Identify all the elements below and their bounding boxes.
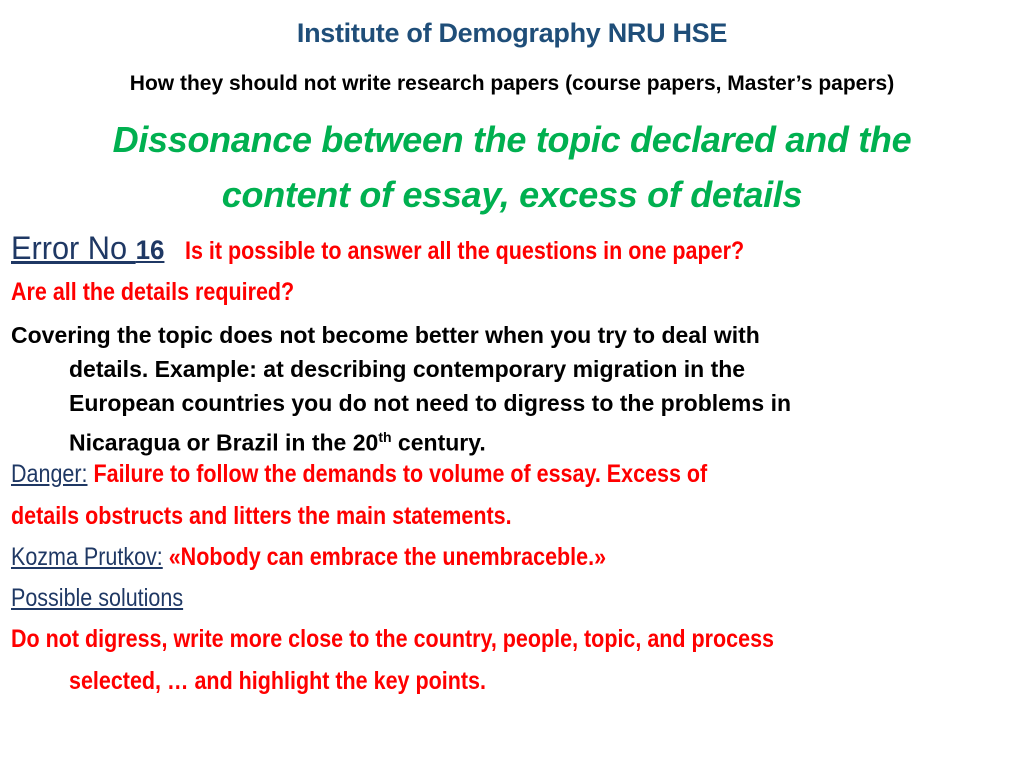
body-line [11,352,1016,386]
solutions-label: Possible solutions [11,583,184,612]
danger-row [11,459,1016,504]
error-heading [11,232,164,264]
body-text: Covering the topic does not become better when you try to deal with [11,322,760,348]
institute-title: Institute of Demography NRU HSE [296,18,728,48]
headline-line-1: Dissonance between the topic declared and the [112,119,912,160]
quote [11,542,607,571]
error-number: 16 [135,235,165,265]
slide-headline [0,112,1024,222]
body-text: Nicaragua or Brazil in the 20 [69,429,379,456]
danger-text: Failure to follow the demands to volume of essay. Excess of [87,459,708,488]
error-question: Is it possible to answer all the questions in one paper? [185,237,745,265]
error-row [11,232,1016,280]
body-text: European countries you do not need to digress to the problems in [69,390,792,416]
solution-text: Do not digress, write more close to the country, people, topic, and process [11,624,774,653]
solutions-row [11,583,1016,627]
body-text: century. [391,429,486,456]
slide-subtitle: How they should not write research papers (course papers, Master’s papers) [129,72,895,95]
details-question-row [11,280,1016,318]
danger-statement [11,459,708,488]
body-line [11,386,1016,420]
body-text: details. Example: at describing contemporary migration in the [69,356,746,382]
body-line [11,318,1016,352]
solution-row [11,624,1016,669]
quote-text: «Nobody can embrace the unembraceble.» [162,542,607,571]
error-label: Error No [11,230,136,266]
headline-line-2: content of essay, excess of details [221,174,803,215]
danger-label: Danger: [11,459,88,488]
quote-row [11,542,1016,586]
superscript-th: th [378,429,392,445]
body-paragraph [11,318,1016,460]
danger-text-continued: details obstructs and litters the main statements. [11,501,512,530]
quote-author: Kozma Prutkov: [11,542,163,571]
solution-text-continued: selected, … and highlight the key points. [69,666,486,695]
details-question: Are all the details required? [11,278,295,306]
danger-row-2 [11,501,1016,545]
solution-row-2 [11,666,1016,711]
slide-body [11,232,1016,711]
body-line [11,420,1016,460]
